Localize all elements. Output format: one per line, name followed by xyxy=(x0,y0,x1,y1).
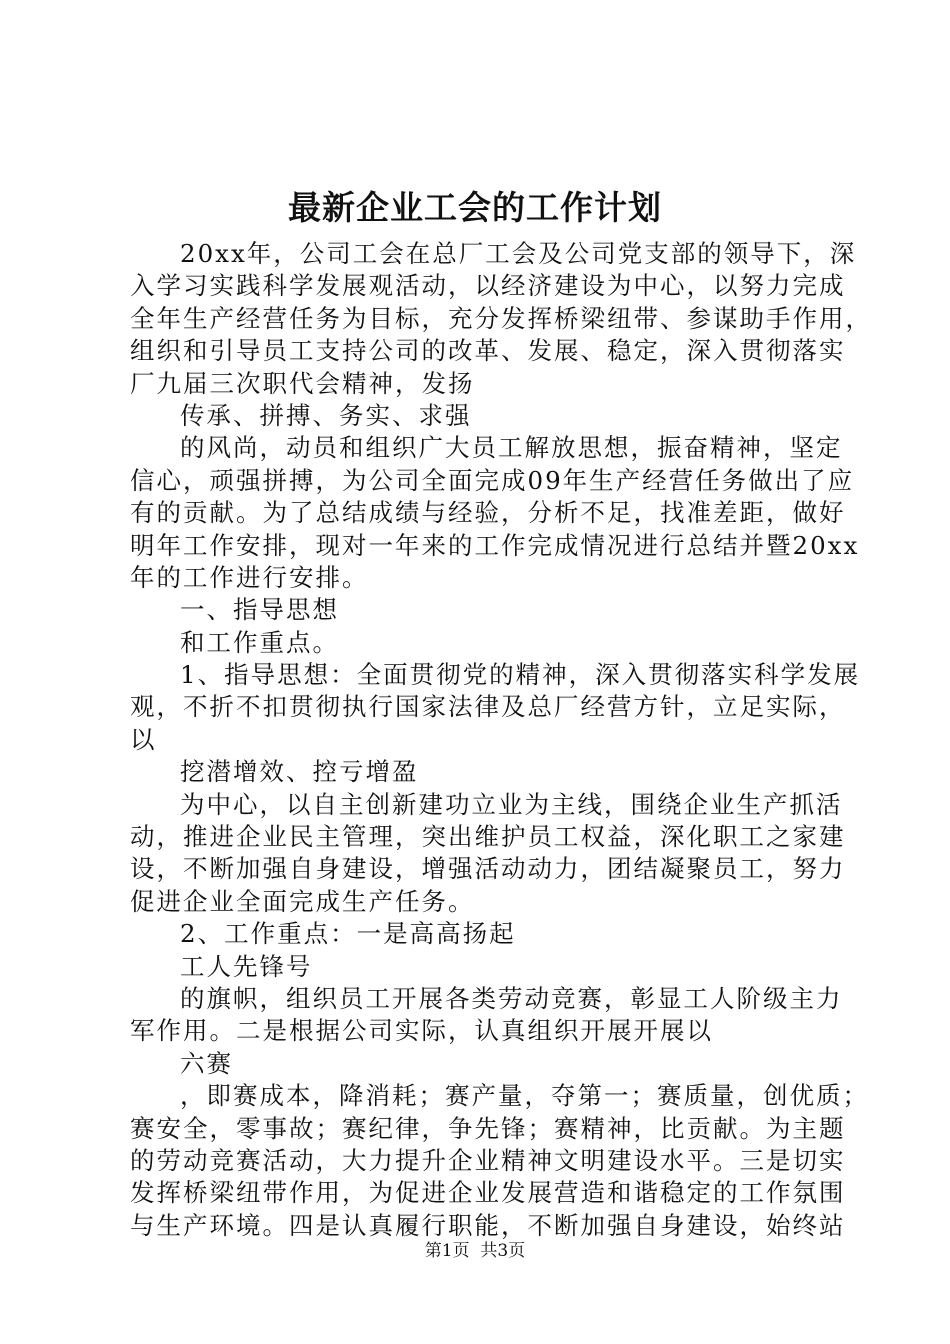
body-text-line: 一、指导思想 xyxy=(180,595,339,625)
body-text-line: ，即赛成本，降消耗；赛产量，夺第一；赛质量，创优质； xyxy=(180,1081,869,1111)
body-text-line: 挖潜增效、控亏增盈 xyxy=(180,757,419,787)
body-text-line: 的劳动竞赛活动，大力提升企业精神文明建设水平。三是切实 xyxy=(130,1145,846,1175)
body-text-line: 赛安全，零事故；赛纪律，争先锋；赛精神，比贡献。为主题 xyxy=(130,1113,846,1143)
body-text-line: 厂九届三次职代会精神，发扬 xyxy=(130,368,475,398)
body-text-line: 组织和引导员工支持公司的改革、发展、稳定，深入贯彻落实 xyxy=(130,336,846,366)
body-text-line: 传承、拼搏、务实、求强 xyxy=(180,400,472,430)
body-text-line: 的旗帜，组织员工开展各类劳动竞赛，彰显工人阶级主力 xyxy=(180,983,843,1013)
body-text-line: 20xx年，公司工会在总厂工会及公司党支部的领导下，深 xyxy=(180,239,857,268)
body-text-line: 促进企业全面完成生产任务。 xyxy=(130,886,475,916)
page-number-label: 第1页 共3页 xyxy=(424,1241,526,1261)
body-text-line: 设，不断加强自身建设，增强活动动力，团结凝聚员工，努力 xyxy=(130,854,846,884)
body-text-line: 与生产环境。四是认真履行职能，不断加强自身建设，始终站 xyxy=(130,1210,846,1240)
body-text-line: 和工作重点。 xyxy=(180,627,339,657)
body-text-line: 信心，顽强拼搏，为公司全面完成09年生产经营任务做出了应 xyxy=(130,465,855,495)
body-text-line: 军作用。二是根据公司实际，认真组织开展开展以 xyxy=(130,1016,713,1046)
body-text-line: 的风尚，动员和组织广大员工解放思想，振奋精神，坚定 xyxy=(180,433,843,463)
page-footer xyxy=(0,1240,950,1262)
body-text-line: 入学习实践科学发展观活动，以经济建设为中心，以努力完成 xyxy=(130,271,846,301)
body-text-line: 为中心，以自主创新建功立业为主线，围绕企业生产抓活 xyxy=(180,789,843,819)
body-text-line: 年的工作进行安排。 xyxy=(130,562,369,592)
body-text-line: 1、指导思想：全面贯彻党的精神，深入贯彻落实科学发展 xyxy=(180,660,861,690)
body-text-line: 动，推进企业民主管理，突出维护员工权益，深化职工之家建 xyxy=(130,822,846,852)
document-body xyxy=(130,238,872,1242)
document-title: 最新企业工会的工作计划 xyxy=(288,188,662,227)
body-text-line: 2、工作重点：一是高高扬起 xyxy=(180,919,516,949)
body-text-line: 工人先锋号 xyxy=(180,951,313,981)
body-text-line: 六赛 xyxy=(180,1048,233,1078)
body-text-line: 观，不折不扣贯彻执行国家法律及总厂经营方针，立足实际， xyxy=(130,692,846,722)
body-text-line: 以 xyxy=(130,724,157,754)
body-text-line: 明年工作安排，现对一年来的工作完成情况进行总结并暨20xx xyxy=(130,530,860,560)
body-text-line: 发挥桥梁纽带作用，为促进企业发展营造和谐稳定的工作氛围 xyxy=(130,1178,846,1208)
body-text-line: 有的贡献。为了总结成绩与经验，分析不足，找准差距，做好 xyxy=(130,498,846,528)
body-text-line: 全年生产经营任务为目标，充分发挥桥梁纽带、参谋助手作用， xyxy=(130,303,872,333)
